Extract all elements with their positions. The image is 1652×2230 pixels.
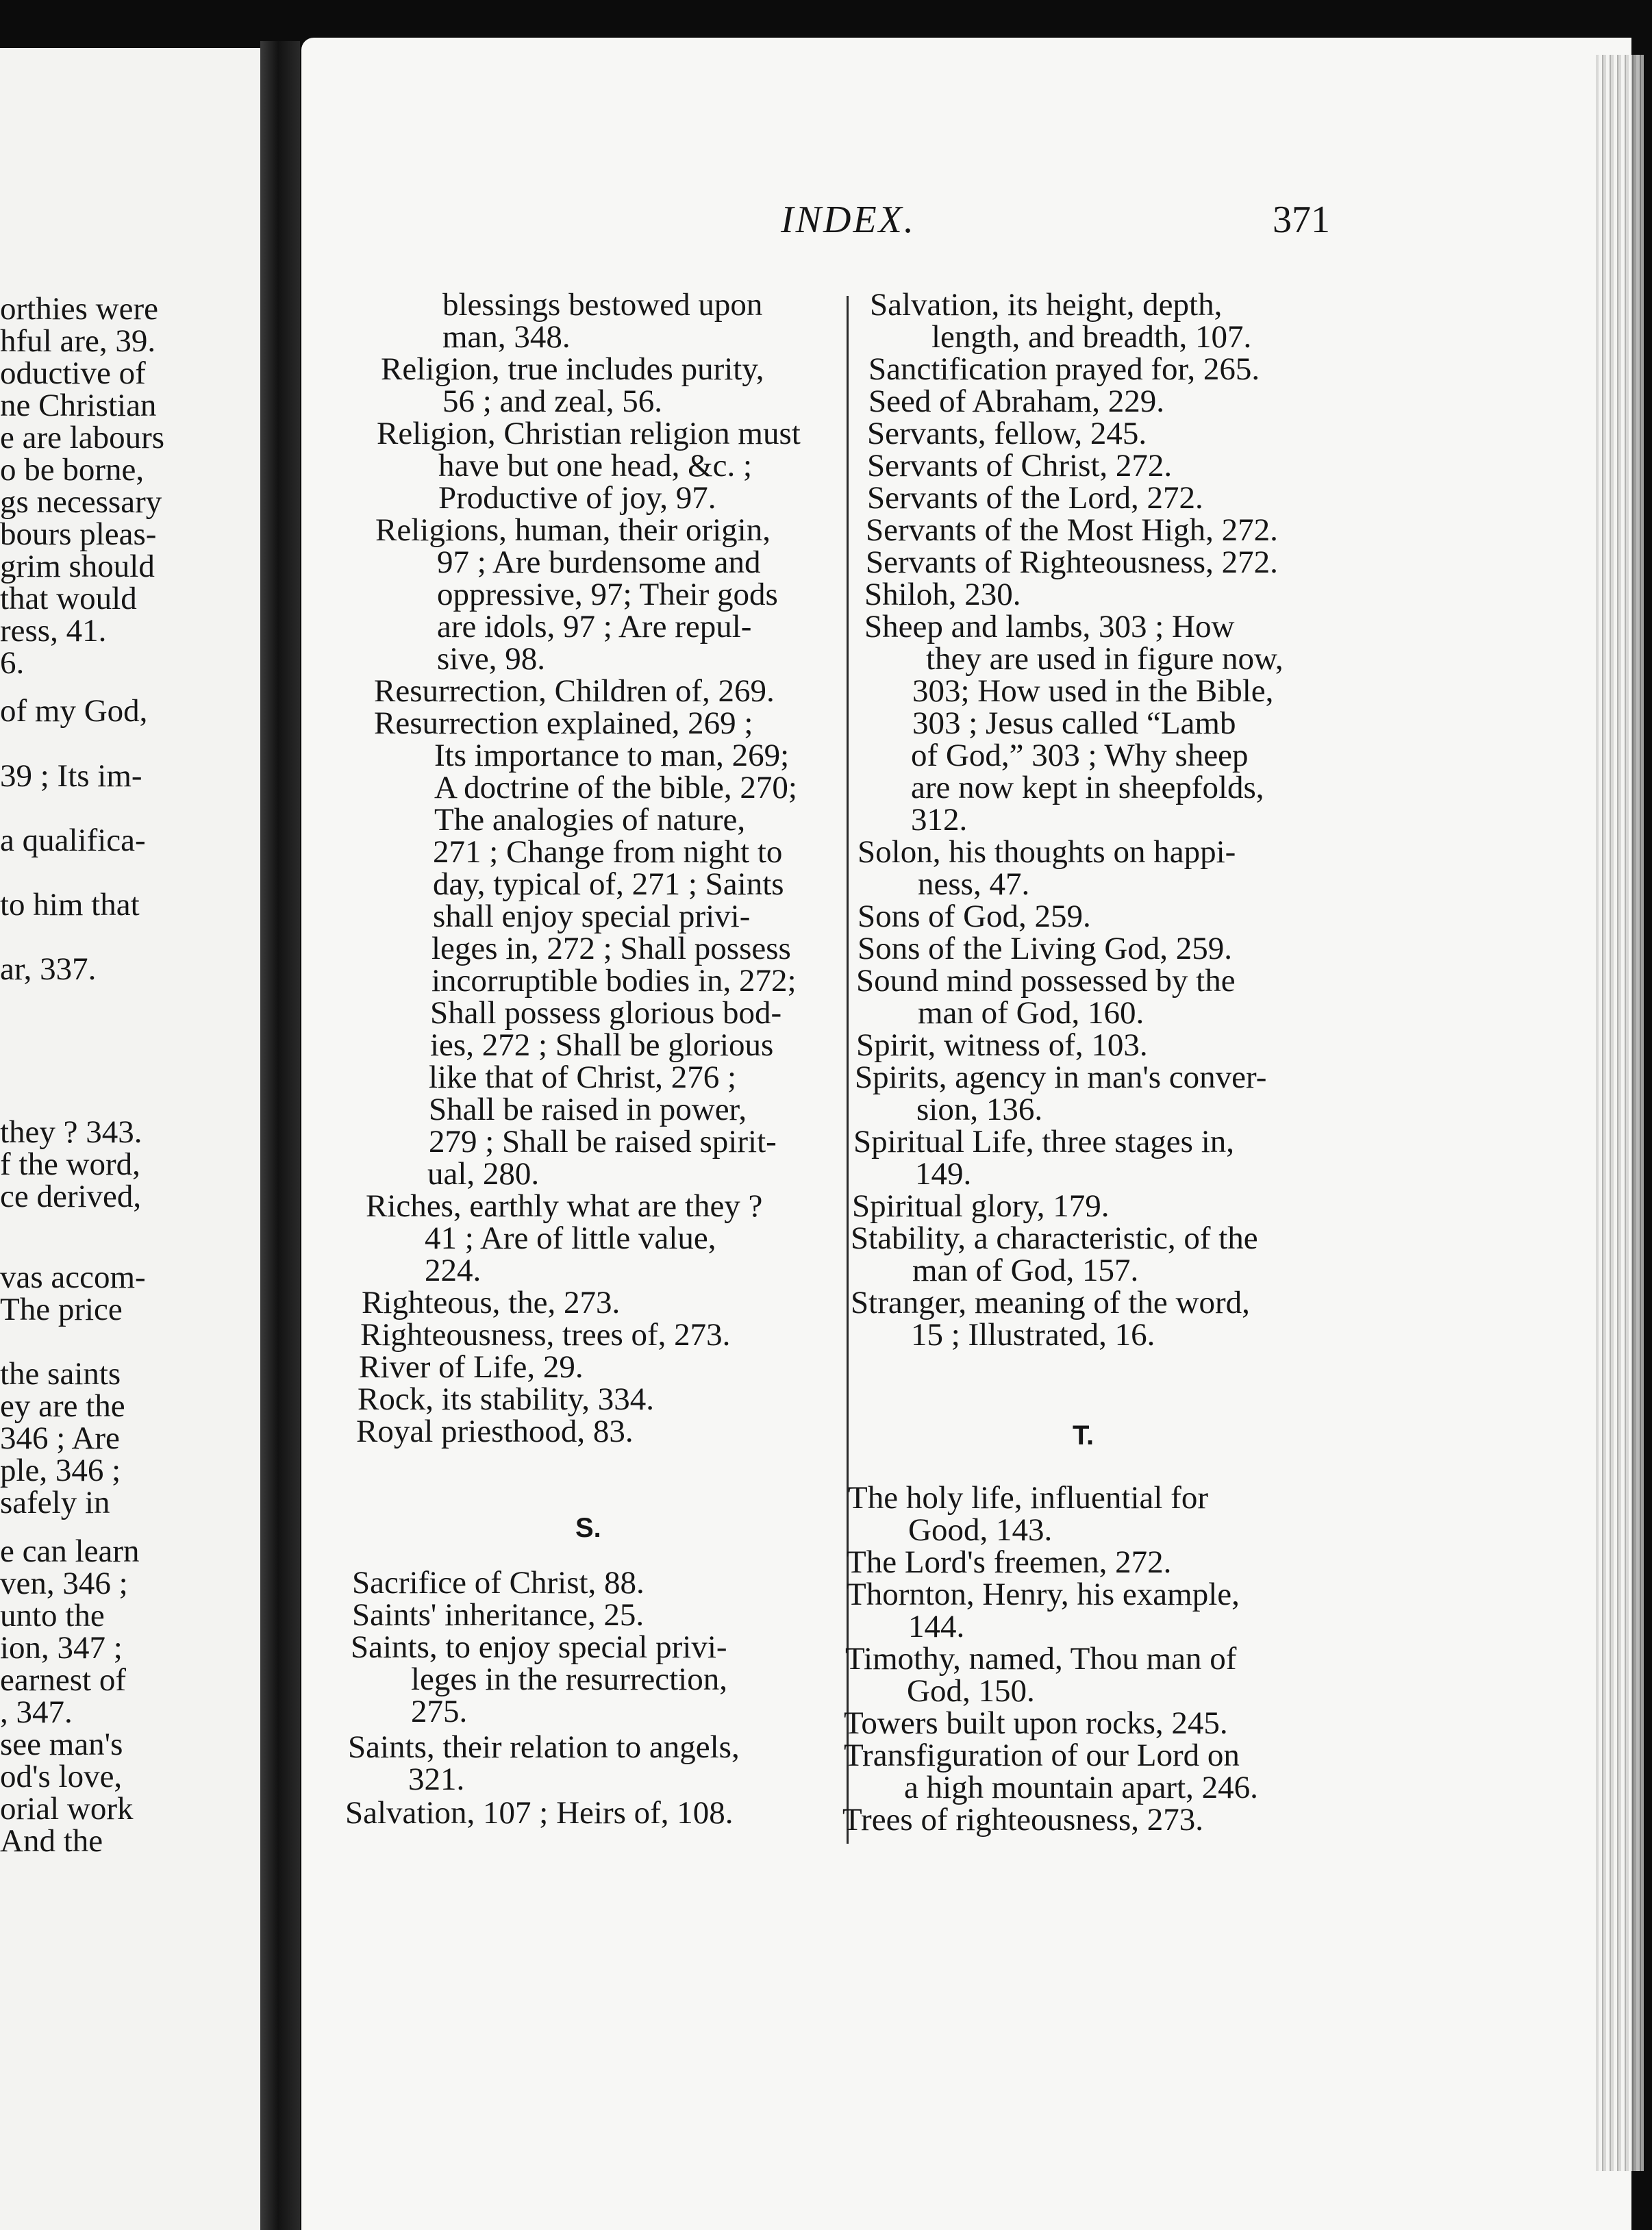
index-line: 271 ; Change from night to [433,834,783,870]
index-line: Spirits, agency in man's conver- [855,1060,1267,1095]
index-line: Servants of the Lord, 272. [867,480,1203,516]
index-line: Spiritual Life, three stages in, [853,1124,1235,1160]
index-line: 224. [425,1253,481,1288]
section-letter-t: T. [1073,1420,1094,1451]
index-line: Salvation, 107 ; Heirs of, 108. [345,1795,734,1831]
index-line: blessings bestowed upon [442,287,763,323]
left-page-line: bours pleas- [0,516,157,552]
index-line: Riches, earthly what are they ? [366,1188,763,1224]
index-line: Sacrifice of Christ, 88. [352,1565,644,1601]
left-page-line: e can learn [0,1533,140,1569]
left-page-line: that would [0,581,137,616]
index-line: man of God, 157. [912,1253,1139,1288]
left-page-line: ion, 347 ; [0,1630,123,1666]
left-page-line: see man's [0,1727,123,1762]
left-page-line: od's love, [0,1759,123,1794]
index-line: leges in the resurrection, [411,1662,727,1697]
index-line: River of Life, 29. [359,1349,584,1385]
index-line: Sheep and lambs, 303 ; How [864,609,1235,644]
index-line: ual, 280. [427,1156,540,1192]
index-line: Sound mind possessed by the [856,963,1236,999]
index-line: sive, 98. [437,641,545,677]
left-page-line: a qualifica- [0,823,146,858]
book-gutter [260,41,300,2230]
left-page-line: orial work [0,1791,134,1827]
index-line: 97 ; Are burdensome and [437,544,761,580]
page-edges [1596,55,1644,2171]
index-line: man of God, 160. [918,995,1144,1031]
section-letter-s: S. [575,1513,601,1543]
index-line: God, 150. [907,1673,1035,1709]
left-page-line: ne Christian [0,388,157,423]
left-page-line: ple, 346 ; [0,1453,121,1488]
left-page-line: vas accom- [0,1260,146,1295]
left-page-line: , 347. [0,1694,73,1730]
index-line: of God,” 303 ; Why sheep [911,738,1249,773]
index-line: Saints, their relation to angels, [348,1729,740,1765]
index-line: 312. [911,802,968,838]
index-line: Religion, true includes purity, [381,351,764,387]
left-page-line: ce derived, [0,1179,142,1214]
index-line: Its importance to man, 269; [434,738,790,773]
left-page-line: to him that [0,887,140,923]
index-line: Royal priesthood, 83. [356,1414,634,1449]
index-line: ness, 47. [918,866,1030,902]
index-line: Stranger, meaning of the word, [851,1285,1250,1320]
index-line: 41 ; Are of little value, [425,1220,716,1256]
index-line: ies, 272 ; Shall be glorious [430,1027,774,1063]
index-line: Shiloh, 230. [864,577,1021,612]
index-line: Sons of the Living God, 259. [858,931,1233,966]
index-line: The analogies of nature, [434,802,746,838]
index-line: Saints' inheritance, 25. [352,1597,644,1633]
left-page-line: safely in [0,1485,110,1520]
index-line: Religions, human, their origin, [375,512,771,548]
index-line: Righteous, the, 273. [362,1285,621,1320]
left-page-line: 6. [0,645,25,681]
index-line: Righteousness, trees of, 273. [360,1317,731,1353]
index-line: leges in, 272 ; Shall possess [431,931,791,966]
index-line: 149. [915,1156,972,1192]
left-page-line: ress, 41. [0,613,107,649]
index-line: Shall be raised in power, [429,1092,747,1127]
index-line: 279 ; Shall be raised spirit- [429,1124,777,1160]
index-line: The holy life, influential for [848,1480,1208,1516]
index-line: 321. [408,1762,465,1797]
index-line: 15 ; Illustrated, 16. [911,1317,1155,1353]
left-page-line: And the [0,1823,103,1859]
index-line: day, typical of, 271 ; Saints [433,866,784,902]
index-line: are idols, 97 ; Are repul- [437,609,752,644]
index-line: Servants of Righteousness, 272. [866,544,1278,580]
index-line: Spirit, witness of, 103. [856,1027,1148,1063]
index-line: Resurrection, Children of, 269. [374,673,775,709]
index-line: a high mountain apart, 246. [904,1770,1258,1805]
index-line: oppressive, 97; Their gods [437,577,778,612]
index-line: they are used in figure now, [926,641,1284,677]
index-line: are now kept in sheepfolds, [911,770,1264,805]
index-line: 303 ; Jesus called “Lamb [912,705,1236,741]
index-line: Resurrection explained, 269 ; [374,705,753,741]
index-line: have but one head, &c. ; [438,448,753,484]
index-line: Salvation, its height, depth, [870,287,1223,323]
index-line: sion, 136. [916,1092,1043,1127]
left-page-line: gs necessary [0,484,162,520]
index-line: 303; How used in the Bible, [912,673,1274,709]
index-line: Trees of righteousness, 273. [842,1802,1203,1838]
index-line: like that of Christ, 276 ; [429,1060,737,1095]
left-page-line: ar, 337. [0,951,97,987]
running-head-title: INDEX. [781,199,916,241]
index-line: Spiritual glory, 179. [852,1188,1110,1224]
left-page-line: 39 ; Its im- [0,758,142,794]
index-line: Servants, fellow, 245. [867,416,1147,451]
index-line: Transfiguration of our Lord on [844,1738,1240,1773]
left-page-line: 346 ; Are [0,1420,120,1456]
index-line: Seed of Abraham, 229. [868,384,1165,419]
left-page-line: orthies were [0,291,158,327]
index-line: Productive of joy, 97. [438,480,716,516]
facing-page-left [0,48,260,2230]
index-line: Thornton, Henry, his example, [847,1577,1240,1612]
index-line: Sons of God, 259. [858,899,1091,934]
index-line: A doctrine of the bible, 270; [434,770,797,805]
index-line: 144. [908,1609,965,1644]
index-line: Saints, to enjoy special privi- [351,1629,727,1665]
index-line: shall enjoy special privi- [433,899,751,934]
index-line: Servants of the Most High, 272. [866,512,1278,548]
left-page-line: the saints [0,1356,121,1392]
left-page-line: o be borne, [0,452,145,488]
index-line: Solon, his thoughts on happi- [858,834,1236,870]
index-line: 275. [411,1694,468,1729]
left-page-line: grim should [0,549,155,584]
index-line: man, 348. [442,319,571,355]
index-line: Towers built upon rocks, 245. [844,1705,1228,1741]
index-line: Stability, a characteristic, of the [851,1220,1258,1256]
index-line: 56 ; and zeal, 56. [442,384,663,419]
page-number: 371 [1273,199,1330,241]
index-line: Sanctification prayed for, 265. [868,351,1260,387]
left-page-line: hful are, 39. [0,323,156,359]
left-page-line: The price [0,1292,123,1327]
left-page-line: ven, 346 ; [0,1566,128,1601]
index-line: Good, 143. [908,1512,1053,1548]
left-page-line: earnest of [0,1662,126,1698]
index-line: Timothy, named, Thou man of [845,1641,1237,1677]
index-line: Rock, its stability, 334. [358,1381,655,1417]
index-line: incorruptible bodies in, 272; [431,963,797,999]
left-page-line: e are labours [0,420,165,455]
index-line: Religion, Christian religion must [377,416,801,451]
left-page-line: of my God, [0,693,148,729]
index-line: The Lord's freemen, 272. [847,1544,1172,1580]
left-page-line: oductive of [0,355,146,391]
left-page-line: they ? 343. [0,1114,142,1150]
left-page-line: ey are the [0,1388,125,1424]
left-page-line: unto the [0,1598,105,1633]
index-line: Shall possess glorious bod- [430,995,782,1031]
index-line: Servants of Christ, 272. [867,448,1173,484]
left-page-line: f the word, [0,1147,140,1182]
index-line: length, and breadth, 107. [931,319,1252,355]
